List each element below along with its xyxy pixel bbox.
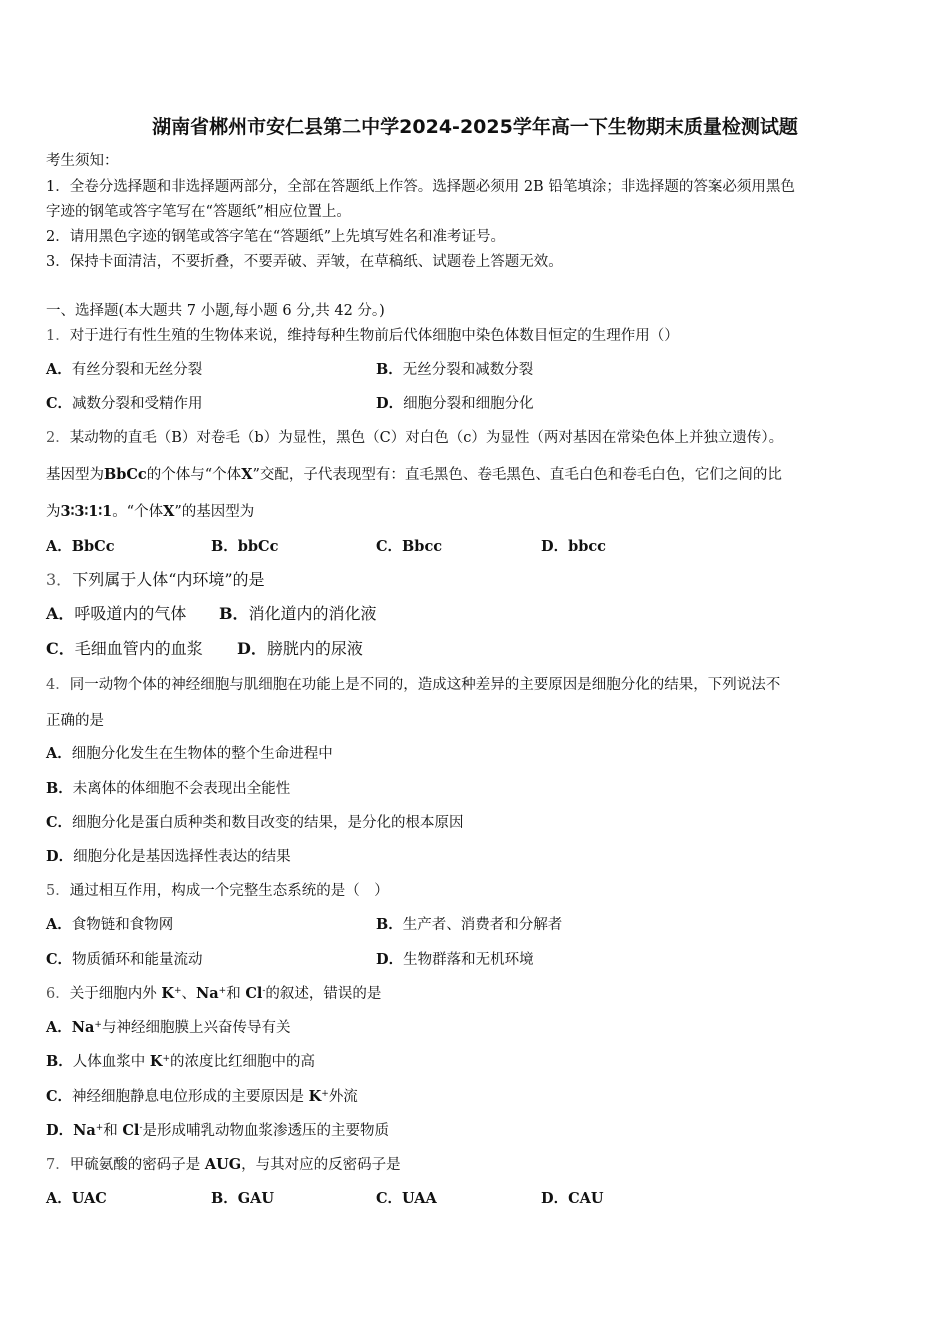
q5-option-b[interactable]: [376, 915, 562, 935]
charge: +: [218, 986, 227, 996]
question-4-line-1: [46, 675, 780, 695]
option-text: 呼吸道内的气体: [74, 604, 187, 623]
text-segment: ”交配，子代表现型有：直毛黑色、卷毛黑色、直毛白色和卷毛白色，它们之间的比: [252, 467, 782, 483]
option-label: A．: [46, 538, 72, 555]
text-segment: 甲硫氨酸的密码子是: [69, 1157, 205, 1173]
ion-symbol: K: [308, 1088, 322, 1105]
option-label: C．: [46, 814, 73, 831]
option-text: 无丝分裂和减数分裂: [402, 362, 534, 378]
option-label: C．: [376, 538, 403, 555]
text-segment: 。“个体: [112, 504, 164, 520]
notice-item-1-line-2: 字迹的钢笔或答字笔写在“答题纸”相应位置上。: [46, 204, 351, 220]
q4-option-b[interactable]: [46, 779, 290, 799]
q1-option-b[interactable]: [376, 360, 533, 380]
option-text: 细胞分化是蛋白质种类和数目改变的结果，是分化的根本原因: [72, 815, 464, 831]
question-number: 3．: [46, 570, 73, 589]
option-text: 的浓度比红细胞中的高: [170, 1054, 316, 1070]
question-text: 下列属于人体“内环境”的是: [72, 570, 265, 589]
q2-option-d[interactable]: [541, 537, 606, 557]
question-5-stem: [46, 881, 389, 901]
question-1-stem: [46, 326, 679, 346]
text-segment: X: [241, 466, 253, 483]
charge: +: [95, 1123, 104, 1133]
text-segment: 关于细胞内外: [69, 986, 162, 1002]
option-label: D．: [541, 1190, 569, 1207]
option-label: B．: [211, 1190, 238, 1207]
ion-symbol: K: [161, 985, 174, 1002]
option-label: D．: [46, 1122, 74, 1139]
option-text: GAU: [237, 1190, 275, 1207]
q6-option-b[interactable]: [46, 1052, 315, 1072]
option-text: Bbcc: [402, 538, 443, 555]
option-label: B．: [46, 1053, 73, 1070]
question-number: 7．: [46, 1157, 70, 1173]
q1-option-d[interactable]: [376, 394, 534, 414]
option-label: B．: [46, 780, 73, 797]
question-text: 某动物的直毛（B）对卷毛（b）为显性，黑色（C）对白色（c）为显性（两对基因在常染色体上并独立遗传）。: [69, 430, 784, 446]
ion-symbol: Cl: [122, 1122, 140, 1139]
ion-symbol: Na: [196, 985, 219, 1002]
q1-option-a[interactable]: [46, 360, 202, 380]
ion-symbol: Cl: [245, 985, 263, 1002]
q7-option-d[interactable]: [541, 1189, 604, 1209]
q7-option-a[interactable]: [46, 1189, 107, 1209]
option-text: 细胞分化是基因选择性表达的结果: [73, 849, 291, 865]
option-label: C．: [376, 1190, 403, 1207]
text-segment: ，与其对应的反密码子是: [241, 1157, 401, 1173]
q3-option-a[interactable]: [46, 604, 186, 624]
q6-option-d[interactable]: [46, 1121, 389, 1141]
question-number: 5．: [46, 883, 70, 899]
option-text: 是形成哺乳动物血浆渗透压的主要物质: [142, 1123, 389, 1139]
option-text: 细胞分裂和细胞分化: [403, 396, 534, 412]
option-label: C．: [46, 1088, 73, 1105]
option-label: A．: [46, 361, 72, 378]
genotype: BbCc: [104, 466, 147, 483]
option-text: 减数分裂和受精作用: [72, 396, 203, 412]
option-label: A．: [46, 604, 75, 623]
text-segment: X: [163, 503, 175, 520]
question-text: 通过相互作用，构成一个完整生态系统的是（ ）: [69, 883, 389, 899]
question-2-line-3: [46, 502, 254, 522]
option-label: A．: [46, 1190, 72, 1207]
option-text: 和: [103, 1123, 123, 1139]
option-label: C．: [46, 639, 75, 658]
charge: +: [173, 986, 182, 996]
ion-symbol: Na: [71, 1019, 95, 1036]
text-segment: ”的基因型为: [174, 504, 255, 520]
question-6-stem: [46, 984, 381, 1004]
option-text: BbCc: [71, 538, 115, 555]
ratio: 3∶3∶1∶1: [60, 503, 113, 520]
q5-option-a[interactable]: [46, 915, 173, 935]
option-text: 人体血浆中: [72, 1054, 150, 1070]
q6-option-c[interactable]: [46, 1087, 358, 1107]
text-segment: 的个体与“个体: [146, 467, 242, 483]
q5-option-c[interactable]: [46, 950, 203, 970]
question-7-stem: [46, 1155, 401, 1175]
q4-option-a[interactable]: [46, 744, 333, 764]
charge: +: [321, 1089, 329, 1099]
option-label: A．: [46, 745, 72, 762]
q4-option-d[interactable]: [46, 847, 291, 867]
option-text: 与神经细胞膜上兴奋传导有关: [101, 1020, 291, 1036]
question-number: 4．: [46, 677, 70, 693]
text-segment: 和: [226, 986, 246, 1002]
charge: +: [94, 1020, 102, 1030]
option-label: D．: [541, 538, 569, 555]
option-text: CAU: [568, 1190, 604, 1207]
section-heading: 一、选择题(本大题共 7 小题,每小题 6 分,共 42 分。): [46, 303, 385, 319]
option-label: B．: [376, 361, 403, 378]
q5-option-d[interactable]: [376, 950, 534, 970]
option-text: 物质循环和能量流动: [72, 952, 203, 968]
ion-symbol: Na: [73, 1122, 96, 1139]
option-text: 膀胱内的尿液: [266, 639, 363, 658]
codon: AUG: [204, 1156, 242, 1173]
option-text: UAA: [402, 1190, 437, 1207]
q2-option-c[interactable]: [376, 537, 442, 557]
question-text: 对于进行有性生殖的生物体来说，维持每种生物前后代体细胞中染色体数目恒定的生理作用（）: [69, 328, 679, 344]
notice-item-3: 3．保持卡面清洁，不要折叠，不要弄破、弄皱，在草稿纸、试题卷上答题无效。: [46, 254, 563, 270]
option-text: 有丝分裂和无丝分裂: [71, 362, 203, 378]
question-3-stem: [46, 570, 265, 590]
option-text: 外流: [328, 1089, 358, 1105]
question-2-line-2: [46, 465, 782, 485]
option-text: 生物群落和无机环境: [403, 952, 534, 968]
notice-heading: 考生须知：: [46, 153, 119, 169]
option-text: UAC: [71, 1190, 107, 1207]
option-label: A．: [46, 916, 72, 933]
option-label: A．: [46, 1019, 72, 1036]
notice-item-2: 2．请用黑色字迹的钢笔或答字笔在“答题纸”上先填写姓名和准考证号。: [46, 229, 506, 245]
question-4-line-2: 正确的是: [46, 713, 104, 729]
question-number: 6．: [46, 986, 70, 1002]
q3-option-b[interactable]: [219, 604, 377, 624]
option-label: C．: [46, 395, 73, 412]
q7-option-c[interactable]: [376, 1189, 437, 1209]
q7-option-b[interactable]: [211, 1189, 274, 1209]
q6-option-a[interactable]: [46, 1018, 290, 1038]
q3-option-c[interactable]: [46, 639, 203, 659]
question-number: 2．: [46, 430, 70, 446]
question-text: 同一动物个体的神经细胞与肌细胞在功能上是不同的，造成这种差异的主要原因是细胞分化的结果，下列说法不: [69, 677, 781, 693]
option-label: C．: [46, 951, 73, 968]
option-label: B．: [376, 916, 403, 933]
option-label: D．: [376, 951, 404, 968]
option-label: B．: [211, 538, 238, 555]
option-text: 消化道内的消化液: [248, 604, 377, 623]
q2-option-b[interactable]: [211, 537, 278, 557]
notice-item-1-line-1: 1．全卷分选择题和非选择题两部分，全部在答题纸上作答。选择题必须用 2B 铅笔填涂；非选择题的答案必须用黑色: [46, 179, 795, 195]
option-label: D．: [46, 848, 74, 865]
option-text: 生产者、消费者和分解者: [402, 917, 563, 933]
ion-symbol: K: [149, 1053, 163, 1070]
text-segment: 基因型为: [46, 467, 104, 483]
option-text: 食物链和食物网: [71, 917, 174, 933]
q1-option-c[interactable]: [46, 394, 203, 414]
text-segment: 的叙述，错误的是: [265, 986, 382, 1002]
q2-option-a[interactable]: [46, 537, 115, 557]
q3-option-d[interactable]: [237, 639, 363, 659]
option-label: D．: [237, 639, 267, 658]
option-text: bbCc: [237, 538, 279, 555]
text-segment: 为: [46, 504, 61, 520]
charge: +: [162, 1054, 171, 1064]
question-number: 1．: [46, 328, 70, 344]
option-label: D．: [376, 395, 404, 412]
option-text: 毛细血管内的血浆: [74, 639, 203, 658]
q4-option-c[interactable]: [46, 813, 464, 833]
text-segment: 、: [181, 986, 196, 1002]
charge: -: [139, 1123, 143, 1133]
option-text: 神经细胞静息电位形成的主要原因是: [72, 1089, 309, 1105]
option-text: 细胞分化发生在生物体的整个生命进程中: [71, 746, 333, 762]
option-text: 未离体的体细胞不会表现出全能性: [72, 781, 291, 797]
question-2-line-1: [46, 428, 783, 448]
page-title: 湖南省郴州市安仁县第二中学2024-2025学年高一下生物期末质量检测试题: [152, 116, 798, 138]
option-label: B．: [219, 604, 249, 623]
charge: -: [262, 986, 266, 996]
option-text: bbcc: [568, 538, 607, 555]
